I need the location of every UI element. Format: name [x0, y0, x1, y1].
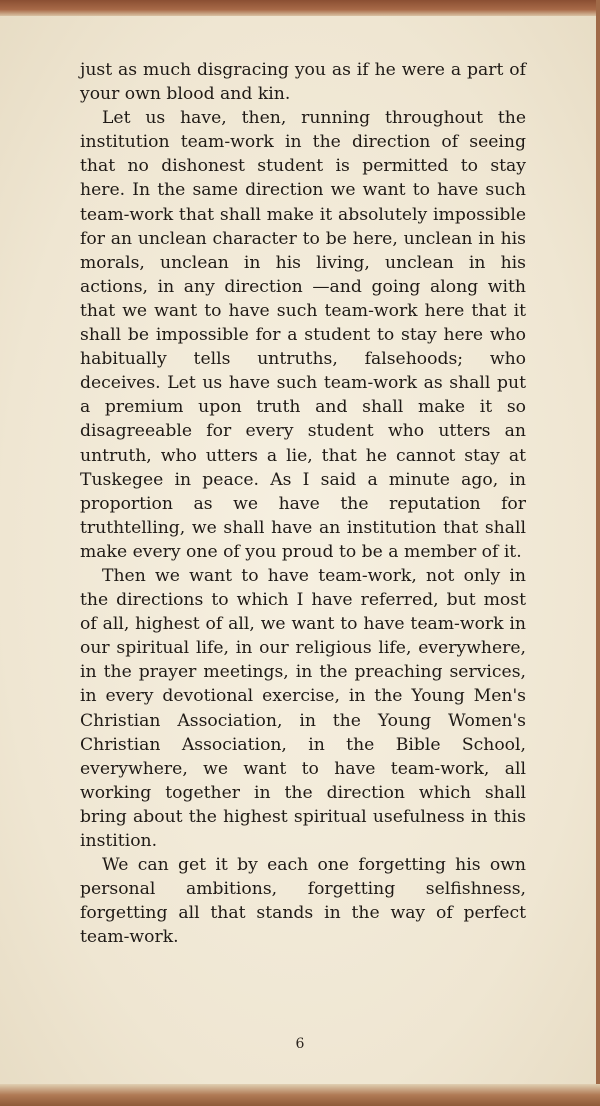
page-number: 6 — [295, 1036, 305, 1052]
paragraph-continuation: just as much disgracing you as if he were a part of your own blood and kin. — [80, 60, 526, 105]
page-bottom-edge — [0, 1084, 600, 1106]
page-right-edge — [596, 0, 600, 1106]
paragraph-forgetting-selfishness: We can get it by each one forgetting his own personal ambitions, forgetting selfishness, forgetting all that stands in the way of perfect team-work. — [80, 855, 526, 948]
body-text — [80, 58, 526, 949]
paragraph-team-work-honesty: Let us have, then, running throughout the institution team-work in the direction of seeing that no dishonest student is permitted to stay here. In the same direction we want to have such team-work that shall make it absolutely impossible for an unclean character to be here, unclean in his morals, unclean in his living, unclean in his actions, in any direction —and going along with that we want to have such team-work here that it shall be impossible for a student to stay here who habitually tells untruths, falsehoods; who deceives. Let us have such team-work as shall put a premium upon truth and shall make it so disagreeable for every student who utters an untruth, who utters a lie, that he cannot stay at Tuskegee in peace. As I said a minute ago, in proportion as we have the reputation for truthtelling, we shall have an institution that shall make every one of you proud to be a member of it. — [80, 108, 526, 562]
page-top-edge — [0, 0, 600, 16]
paragraph-spiritual-team-work: Then we want to have team-work, not only in the directions to which I have referred, but most of all, highest of all, we want to have team-work in our spiritual life, in our religious life, everywhere, in the prayer meetings, in the preaching services, in every devotional exercise, in the Young Men's Christian Association, in the Young Women's Christian Association, in the Bible School, everywhere, we want to have team-work, all working together in the direction which shall bring about the highest spiritual usefulness in this instition. — [80, 565, 526, 851]
